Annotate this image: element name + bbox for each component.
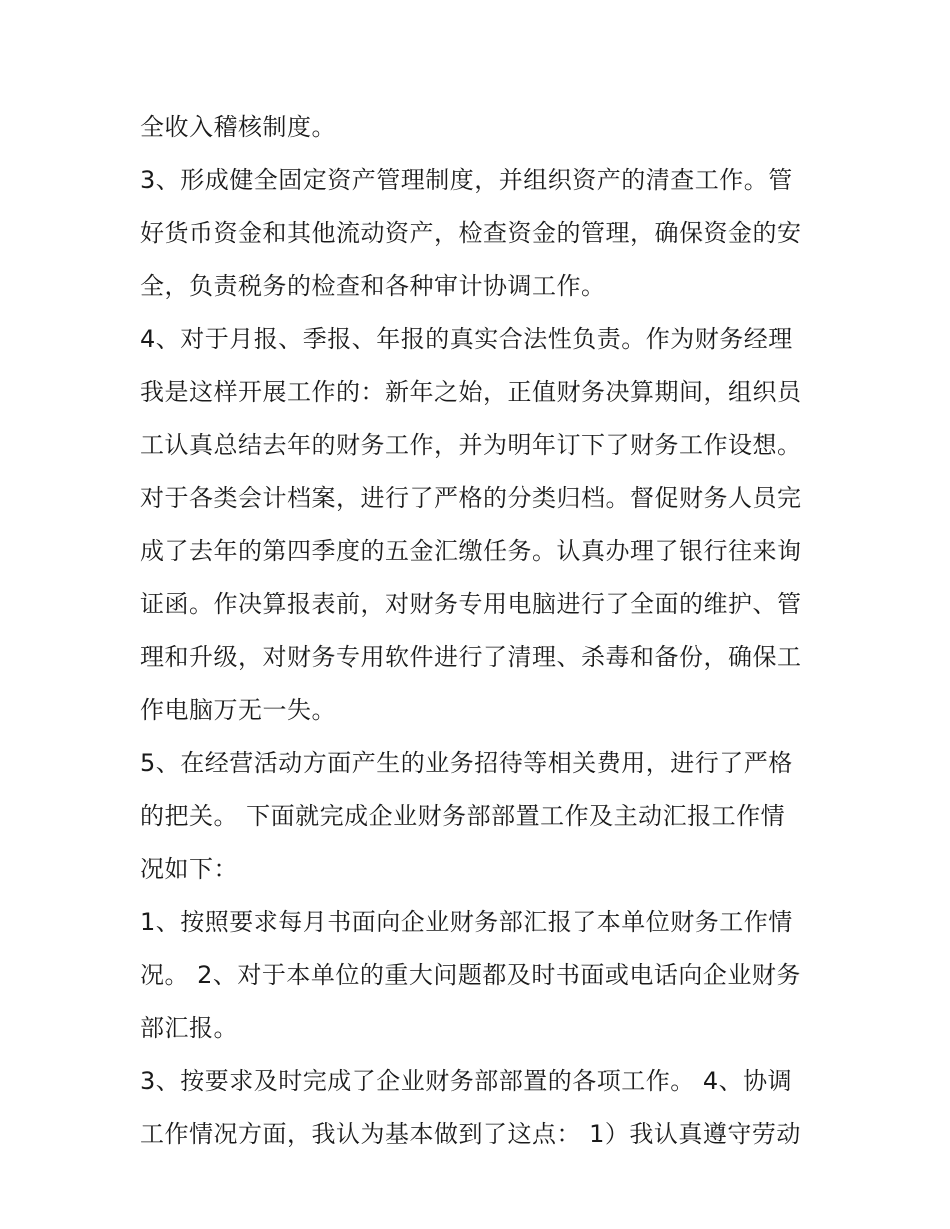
text-line: 成了去年的第四季度的五金汇缴任务。认真办理了银行往来询 (140, 537, 802, 565)
text-line: 好货币资金和其他流动资产，检查资金的管理，确保资金的安 (140, 219, 802, 247)
text-line: 工作情况方面，我认为基本做到了这点： 1）我认真遵守劳动 (140, 1120, 801, 1148)
text-line: 全收入稽核制度。 (140, 113, 336, 141)
text-line: 5、在经营活动方面产生的业务招待等相关费用，进行了严格 (140, 749, 793, 777)
text-line: 我是这样开展工作的：新年之始，正值财务决算期间，组织员 (140, 378, 802, 406)
text-line: 理和升级，对财务专用软件进行了清理、杀毒和备份，确保工 (140, 643, 802, 671)
text-line: 3、形成健全固定资产管理制度，并组织资产的清查工作。管 (140, 166, 793, 194)
text-line: 证函。作决算报表前，对财务专用电脑进行了全面的维护、管 (140, 590, 802, 618)
text-line: 的把关。 下面就完成企业财务部部置工作及主动汇报工作情 (140, 802, 786, 830)
text-line: 部汇报。 (140, 1014, 238, 1042)
text-line: 况如下： (140, 855, 238, 883)
text-line: 1、按照要求每月书面向企业财务部汇报了本单位财务工作情 (140, 908, 793, 936)
text-line: 全，负责税务的检查和各种审计协调工作。 (140, 272, 606, 300)
text-line: 对于各类会计档案，进行了严格的分类归档。督促财务人员完 (140, 484, 802, 512)
text-line: 工认真总结去年的财务工作，并为明年订下了财务工作设想。 (140, 431, 802, 459)
text-line: 作电脑万无一失。 (140, 696, 336, 724)
text-line: 况。 2、对于本单位的重大问题都及时书面或电话向企业财务 (140, 961, 801, 989)
text-line: 3、按要求及时完成了企业财务部部置的各项工作。 4、协调 (140, 1067, 793, 1095)
text-line: 4、对于月报、季报、年报的真实合法性负责。作为财务经理 (140, 325, 793, 353)
